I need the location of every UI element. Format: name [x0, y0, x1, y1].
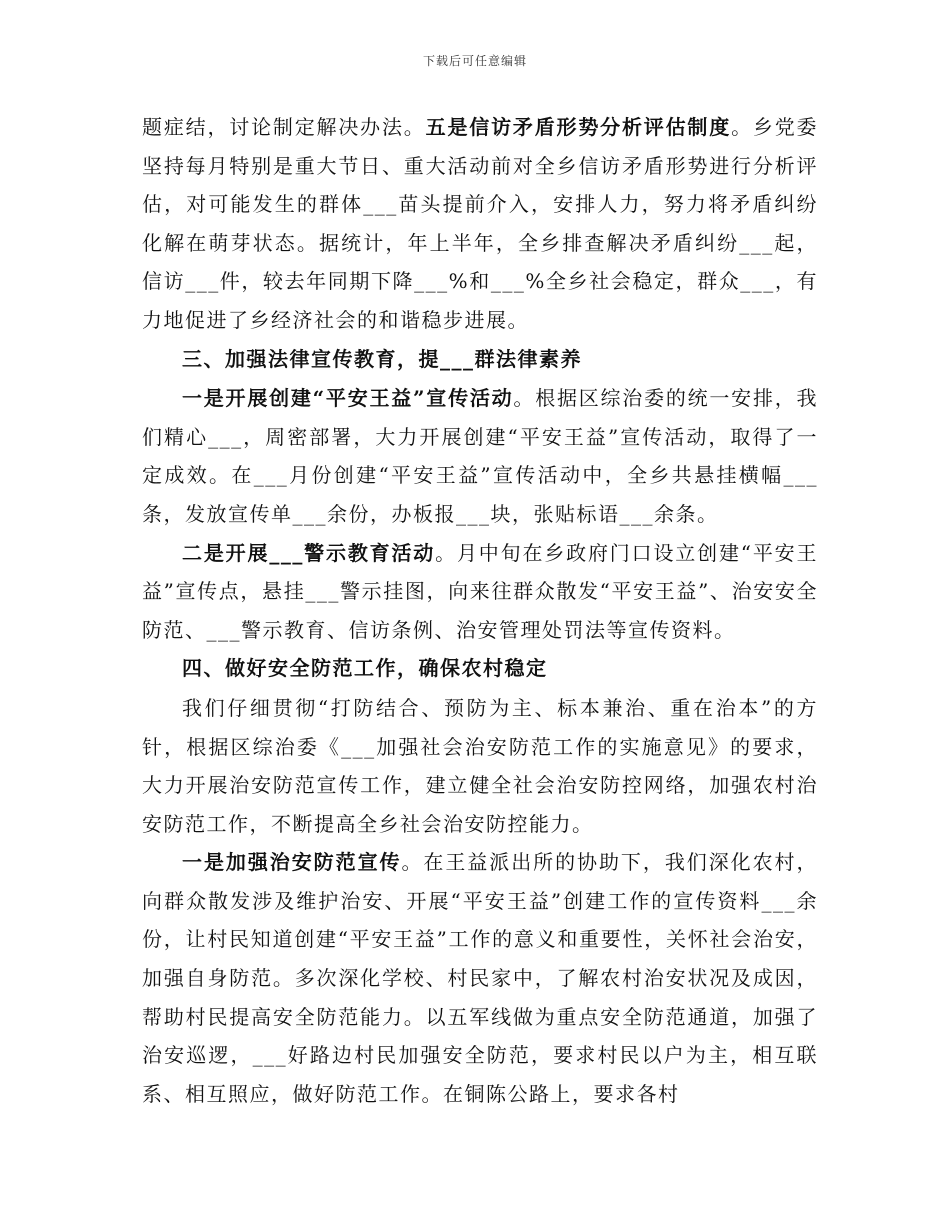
page-header: 下载后可任意编辑 — [422, 54, 527, 68]
bold-lead-text: 二是开展___警示教育活动 — [182, 540, 436, 565]
bold-lead-text: 四、做好安全防范工作，确保农村稳定 — [182, 656, 548, 681]
bold-lead-text: 一是加强治安防范宣传 — [182, 850, 402, 875]
bold-lead-text: 五是信访矛盾形势分析评估制度 — [425, 115, 732, 139]
paragraph-text: 。根据区综治委的统一安排，我们精心___，周密部署，大力开展创建“平安王益”宣传活动，取得了一定成效。在___月份创建“平安王益”宣传活动中，全乡共悬挂横幅___条，发放宣传单___余份，办板报___块，张贴标语___余条。 — [142, 386, 819, 526]
paragraph-text: 我们仔细贯彻“打防结合、预防为主、标本兼治、重在治本”的方针，根据区综治委《___加强社会治安防范工作的实施意见》的要求，大力开展治安防范宣传工作，建立健全社会治安防控网络，加强农村治安防范工作，不断提高全乡社会治安防控能力。 — [142, 695, 818, 836]
bold-lead-text: 三、加强法律宣传教育，提___群法律素养 — [182, 346, 582, 371]
section-heading — [142, 340, 818, 379]
paragraph-text: 题症结，讨论制定解决办法。 — [142, 115, 426, 139]
paragraph-text: 。在王益派出所的协助下，我们深化农村，向群众散发涉及维护治安、开展“平安王益”创建工作的宣传资料___余份，让村民知道创建“平安王益”工作的意义和重要性，关怀社会治安，加强自身防范。多次深化学校、村民家中，了解农村治安状况及成因，帮助村民提高安全防范能力。以五军线做为重点安全防范通道，加强了治安巡逻，___好路边村民加强安全防范，要求村民以户为主，相互联系、相互照应，做好防范工作。在铜陈公路上，要求各村 — [142, 850, 819, 1106]
body-paragraph — [142, 689, 818, 843]
paragraph-text: 。乡党委坚持每月特别是重大节日、重大活动前对全乡信访矛盾形势进行分析评估，对可能发生的群体___苗头提前介入，安排人力，努力将矛盾纠纷化解在萌芽状态。据统计，年上半年，全乡排查解决矛盾纠纷___起，信访___件，较去年同期下降___%和___%全乡社会稳定，群众___，有力地促进了乡经济社会的和谐稳步进展。 — [142, 115, 819, 332]
paragraph-text: 。月中旬在乡政府门口设立创建“平安王益”宣传点，悬挂___警示挂图，向来往群众散发“平安王益”、治安安全防范、___警示教育、信访条例、治安管理处罚法等宣传资料。 — [142, 540, 818, 642]
section-heading — [142, 649, 818, 688]
body-paragraph — [142, 843, 818, 1113]
body-paragraph — [142, 534, 818, 650]
body-paragraph — [142, 379, 818, 533]
bold-lead-text: 一是开展创建“平安王益”宣传活动 — [182, 386, 514, 411]
document-body — [142, 108, 818, 1113]
body-paragraph — [142, 108, 818, 340]
